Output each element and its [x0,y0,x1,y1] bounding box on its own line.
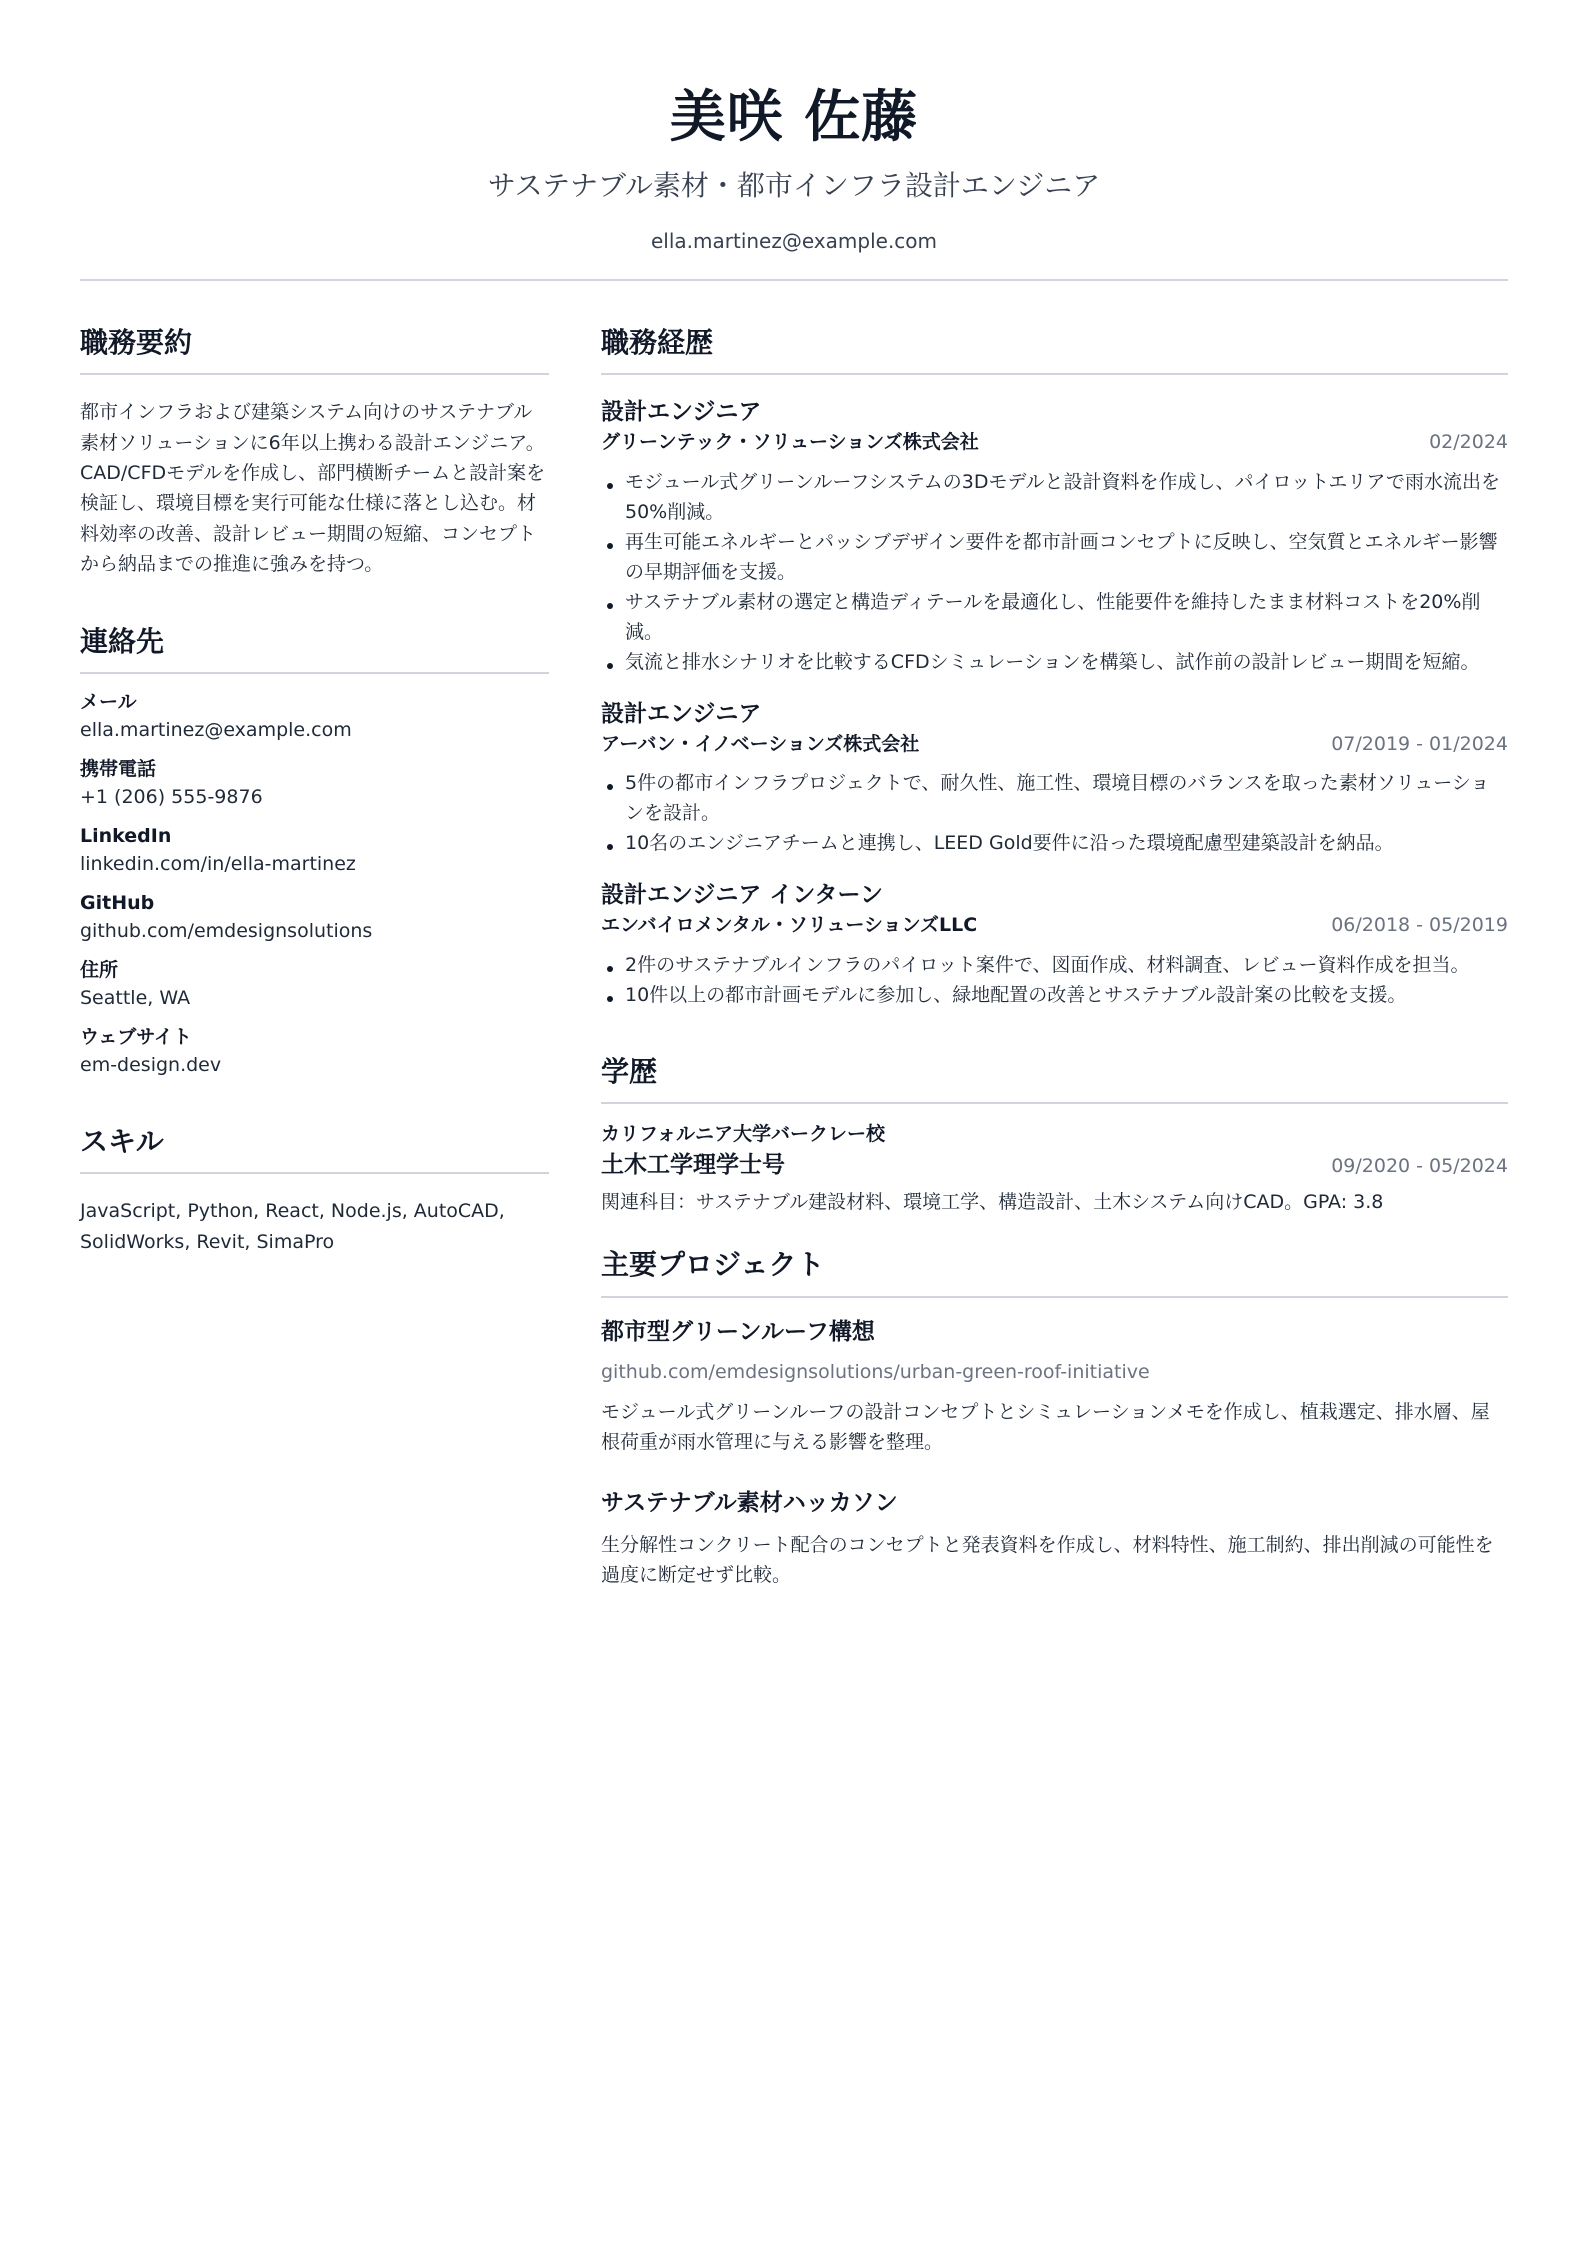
job-meta [601,730,1508,759]
project-description: モジュール式グリーンルーフの設計コンセプトとシミュレーションメモを作成し、植栽選定、排水層、屋根荷重が雨水管理に与える影響を整理。 [601,1400,1490,1453]
resume-body [80,325,1508,1635]
summary-section [80,325,549,580]
job-bullet: 10名のエンジニアチームと連携し、LEED Gold要件に沿った環境配慮型建築設計を納品。 [601,828,1508,858]
job-dates: 06/2018 - 05/2019 [1331,914,1508,937]
education-title: 学歴 [601,1054,1508,1104]
projects-section [601,1247,1508,1590]
education-section [601,1054,1508,1217]
job-bullet: 10件以上の都市計画モデルに参加し、緑地配置の改善とサステナブル設計案の比較を支援。 [601,980,1508,1010]
job-entry [601,397,1508,677]
contact-linkedin-link[interactable]: linkedin.com/in/ella-martinez [80,853,356,876]
contact-title: 連絡先 [80,624,549,674]
contact-phone-value[interactable]: +1 (206) 555-9876 [80,786,263,809]
job-entry [601,699,1508,859]
skills-text: JavaScript, Python, React, Node.js, AutoCAD, SolidWorks, Revit, SimaPro [80,1200,505,1253]
job-company: グリーンテック・ソリューションズ株式会社 [601,431,979,454]
skills-title: スキル [80,1124,549,1174]
job-dates: 02/2024 [1429,431,1508,454]
job-bullets [601,768,1508,858]
job-bullet: モジュール式グリーンルーフシステムの3Dモデルと設計資料を作成し、パイロットエリアで雨水流出を50%削減。 [601,467,1508,527]
contact-website-link[interactable]: em-design.dev [80,1054,222,1077]
project-entry [601,1487,1508,1590]
contact-github-link[interactable]: github.com/emdesignsolutions [80,920,373,943]
resume-header [80,0,1508,281]
contact-item-linkedin [80,822,549,879]
contact-email-value[interactable]: ella.martinez@example.com [80,719,352,742]
job-bullet: 5件の都市インフラプロジェクトで、耐久性、施工性、環境目標のバランスを取った素材ソリューションを設計。 [601,768,1508,828]
candidate-name: 美咲 佐藤 [669,85,919,150]
candidate-headline: サステナブル素材・都市インフラ設計エンジニア [487,169,1101,203]
education-school: カリフォルニア大学バークレー校 [601,1123,886,1146]
job-dates: 07/2019 - 01/2024 [1331,732,1508,755]
left-column [80,325,549,1635]
contact-label: メール [80,690,137,713]
job-meta [601,428,1508,457]
contact-label: GitHub [80,891,155,914]
contact-label: ウェブサイト [80,1025,192,1048]
contact-section [80,624,549,1080]
summary-text: 都市インフラおよび建築システム向けのサステナブル素材ソリューションに6年以上携わる設計エンジニア。CAD/CFDモデルを作成し、部門横断チームと設計案を検証し、環境目標を実行可能な仕様に落とし込む。材料効率の改善、設計レビュー期間の短縮、コンセプトから納品までの推進に強みを持つ。 [80,401,546,576]
job-title: 設計エンジニア [601,700,762,727]
contact-item-phone [80,755,549,812]
education-meta [601,1149,1508,1181]
experience-section [601,325,1508,1010]
job-entry [601,880,1508,1010]
job-bullets [601,950,1508,1010]
project-description: 生分解性コンクリート配合のコンセプトと発表資料を作成し、材料特性、施工制約、排出削減の可能性を過度に断定せず比較。 [601,1533,1494,1586]
projects-title: 主要プロジェクト [601,1247,1508,1297]
job-title: 設計エンジニア インターン [601,882,884,909]
education-notes: 関連科目：サステナブル建設材料、環境工学、構造設計、土木システム向けCAD。GPA: 3.8 [601,1191,1384,1214]
project-link[interactable]: github.com/emdesignsolutions/urban-green-roof-initiative [601,1361,1150,1384]
right-column [601,325,1508,1635]
education-dates: 09/2020 - 05/2024 [1331,1154,1508,1177]
contact-item-website [80,1023,549,1080]
header-email[interactable]: ella.martinez@example.com [650,228,938,253]
job-bullet: 気流と排水シナリオを比較するCFDシミュレーションを構築し、試作前の設計レビュー期間を短縮。 [601,647,1508,677]
job-bullet: 2件のサステナブルインフラのパイロット案件で、図面作成、材料調査、レビュー資料作成を担当。 [601,950,1508,980]
skills-section [80,1124,549,1257]
job-bullet: サステナブル素材の選定と構造ディテールを最適化し、性能要件を維持したまま材料コストを20%削減。 [601,587,1508,647]
job-bullets [601,467,1508,677]
job-company: アーバン・イノベーションズ株式会社 [601,732,920,755]
job-meta [601,911,1508,940]
project-name: 都市型グリーンルーフ構想 [601,1318,875,1345]
contact-label: LinkedIn [80,824,172,847]
contact-item-address [80,956,549,1013]
job-bullet: 再生可能エネルギーとパッシブデザイン要件を都市計画コンセプトに反映し、空気質とエネルギー影響の早期評価を支援。 [601,527,1508,587]
job-title: 設計エンジニア [601,399,762,426]
contact-list [80,688,549,1080]
contact-address-value: Seattle, WA [80,987,191,1010]
education-degree: 土木工学理学士号 [601,1151,785,1178]
experience-title: 職務経歴 [601,325,1508,375]
job-company: エンバイロメンタル・ソリューションズLLC [601,914,978,937]
header-divider [80,279,1508,281]
contact-item-email [80,688,549,745]
contact-label: 住所 [80,958,119,981]
contact-label: 携帯電話 [80,757,157,780]
project-name: サステナブル素材ハッカソン [601,1490,898,1517]
contact-item-github [80,889,549,946]
summary-title: 職務要約 [80,325,549,375]
project-entry [601,1316,1508,1457]
